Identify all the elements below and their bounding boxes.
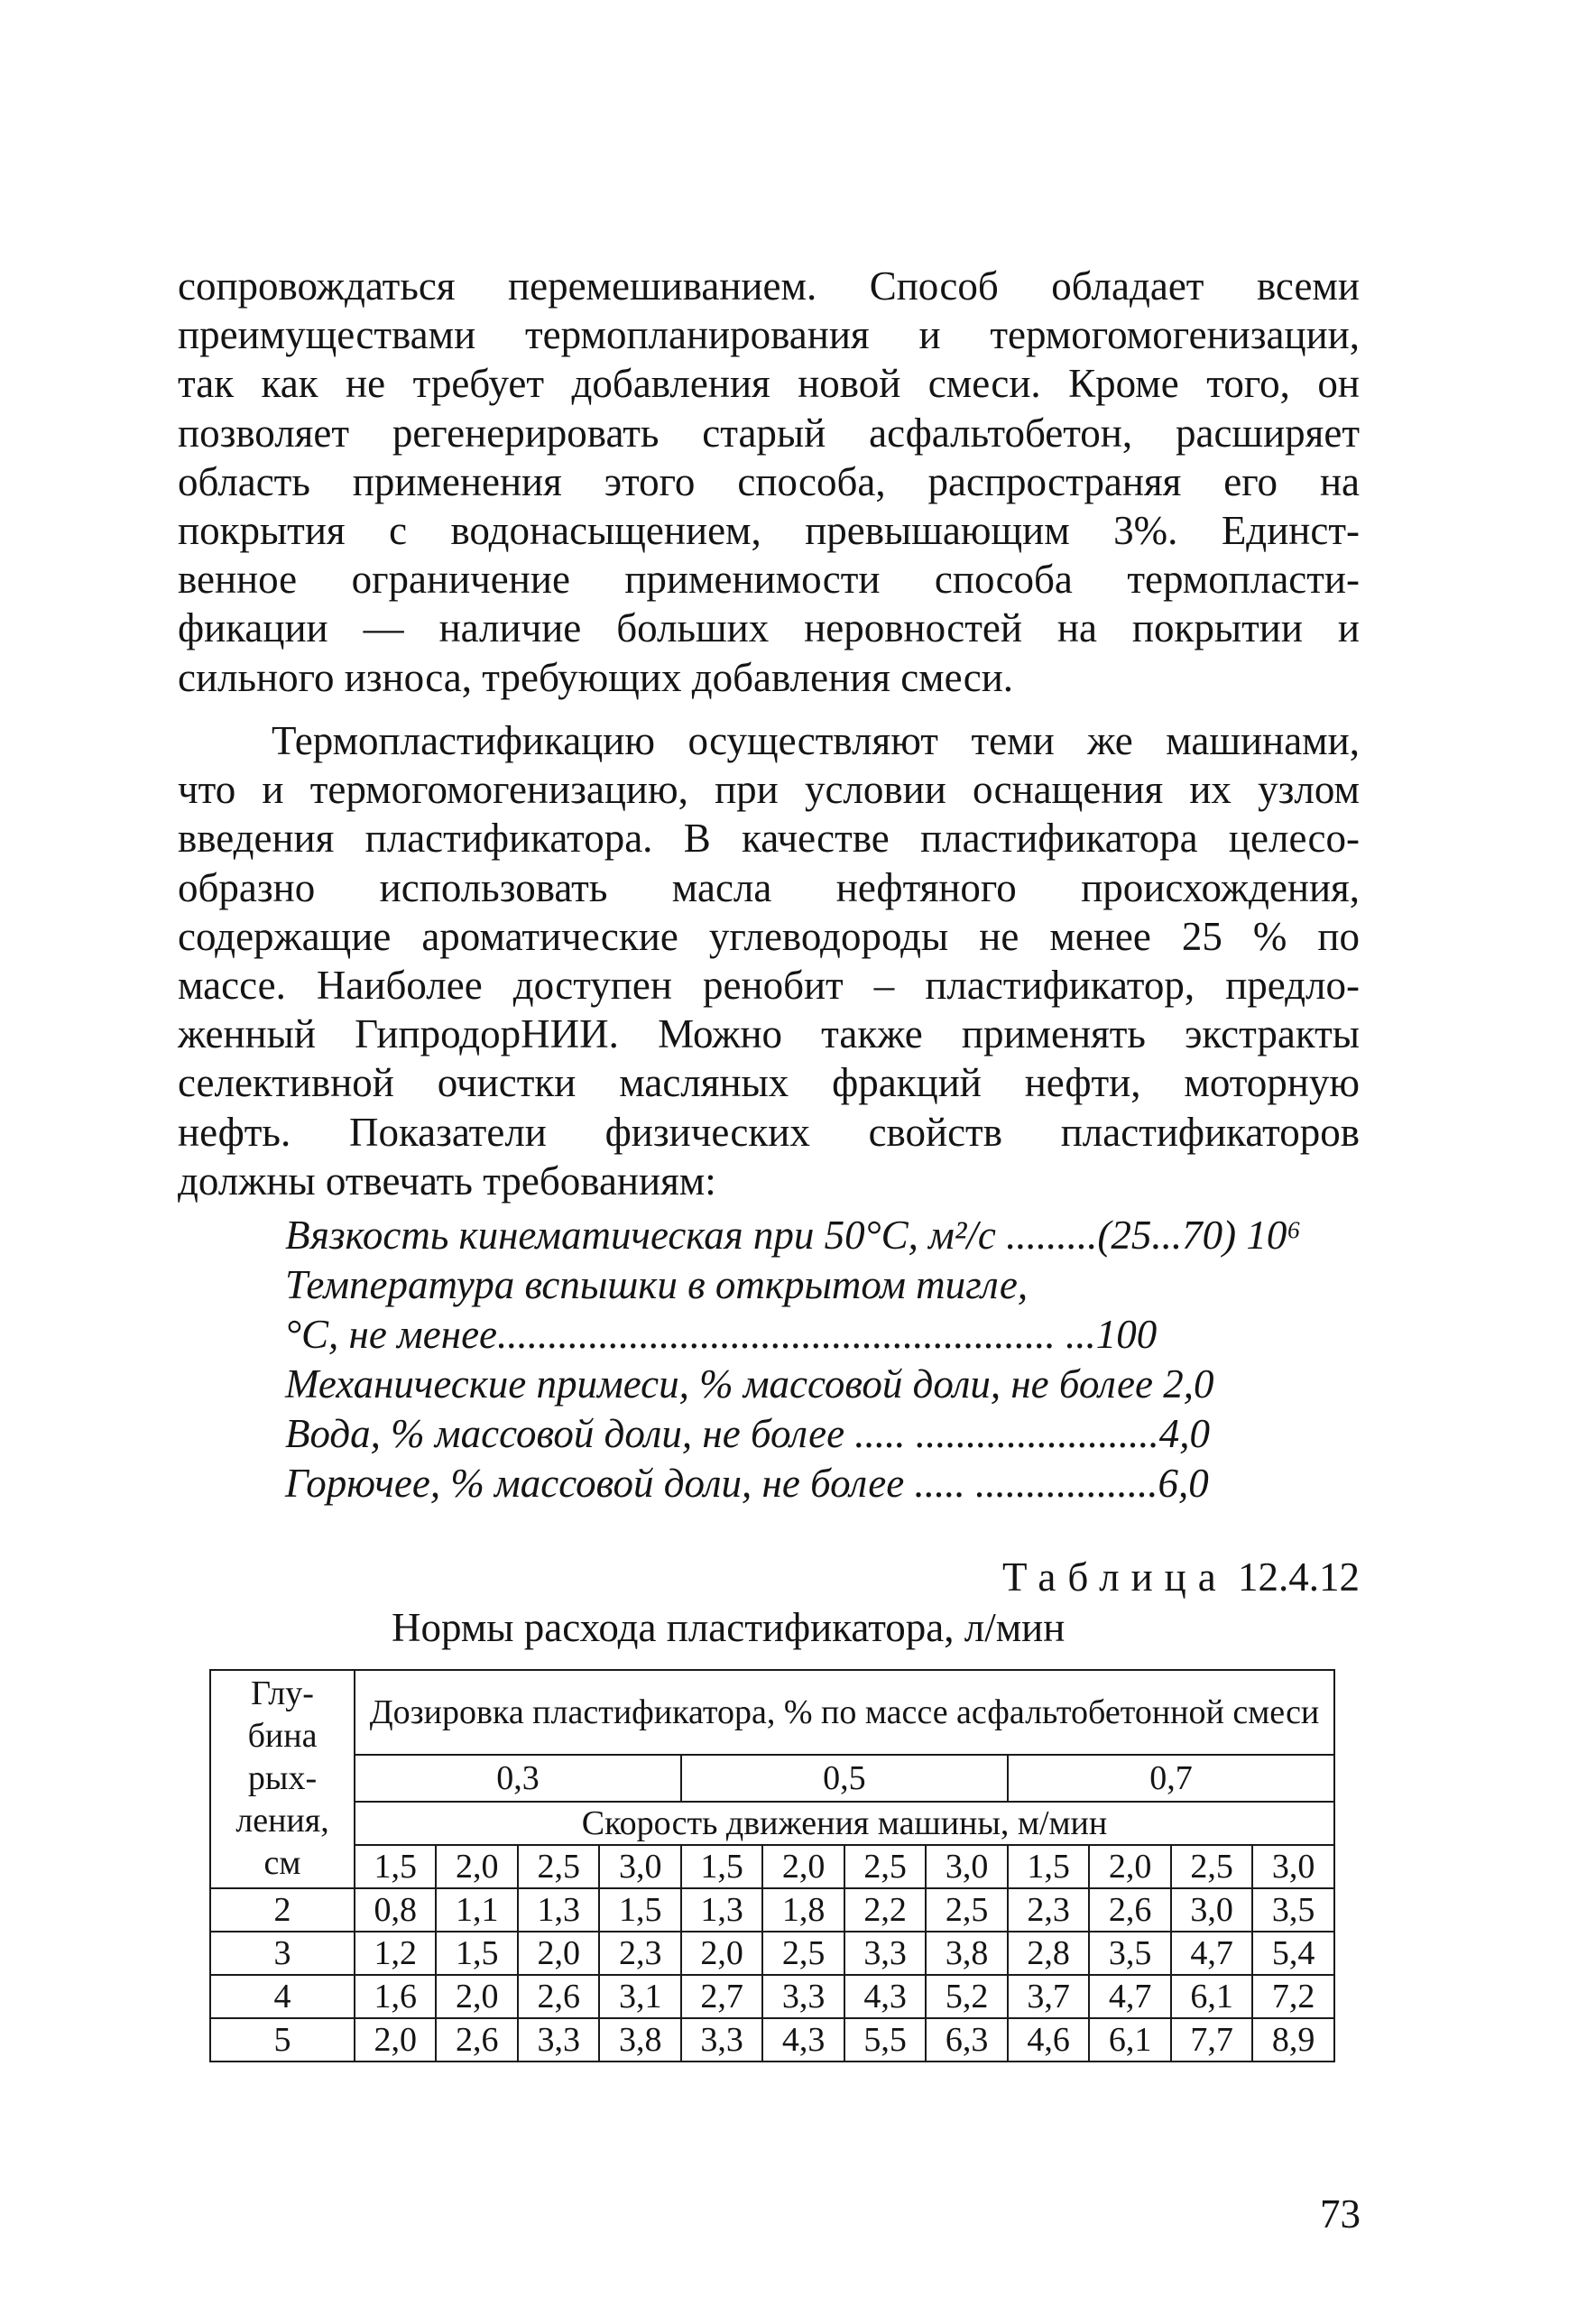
text-line: селективной очистки масляных фракций нефти, моторную (178, 1060, 1360, 1106)
depth-cell: 5 (210, 2018, 355, 2062)
plasticizer-norms-table (209, 1669, 1335, 2062)
text-line: сильного износа, требующих добавления смеси. (178, 654, 1014, 700)
speed-cell: 3,0 (926, 1845, 1007, 1888)
spec-flash-point-value: °С, не менее....................................................... ...100 (285, 1312, 1158, 1357)
spec-water: Вода, % массовой доли, не более ..... ........................4,0 (285, 1411, 1211, 1456)
value-cell: 4,3 (762, 2018, 844, 2062)
text-line: женный ГипродорНИИ. Можно также применять экстракты (178, 1011, 1360, 1057)
value-cell: 2,0 (355, 2018, 436, 2062)
value-cell: 3,8 (599, 2018, 680, 2062)
spec-viscosity: Вязкость кинематическая при 50°С, м²/с .........(25...70) 10⁶ (285, 1213, 1301, 1258)
speed-cell: 1,5 (681, 1845, 762, 1888)
value-cell: 1,5 (436, 1932, 517, 1975)
value-cell: 2,6 (436, 2018, 517, 2062)
speed-cell: 1,5 (355, 1845, 436, 1888)
spec-fuel: Горючее, % массовой доли, не более ..... ..................6,0 (285, 1461, 1209, 1506)
plasticizer-requirements (285, 1211, 1301, 1508)
depth-header: Глу- бина рых- ления, см (210, 1670, 355, 1888)
table-row (210, 1932, 1334, 1975)
speed-cell: 2,0 (1089, 1845, 1170, 1888)
value-cell: 3,5 (1089, 1932, 1170, 1975)
speed-cell: 2,5 (844, 1845, 926, 1888)
value-cell: 1,3 (518, 1888, 599, 1932)
text-line: так как не требует добавления новой смеси. Кроме того, он (178, 361, 1360, 407)
value-cell: 2,0 (518, 1932, 599, 1975)
value-cell: 3,8 (926, 1932, 1007, 1975)
value-cell: 3,0 (1171, 1888, 1252, 1932)
table-label-number: 12.4.12 (1238, 1554, 1360, 1600)
value-cell: 4,7 (1171, 1932, 1252, 1975)
value-cell: 6,1 (1089, 2018, 1170, 2062)
table-label-word: Таблица (1002, 1554, 1228, 1600)
text-line: область применения этого способа, распространяя его на (178, 458, 1360, 504)
dosage-cell: 0,7 (1008, 1755, 1334, 1802)
speed-header: Скорость движения машины, м/мин (355, 1802, 1334, 1845)
speed-cell: 3,0 (1252, 1845, 1334, 1888)
value-cell: 2,6 (518, 1975, 599, 2018)
text-line: что и термогомогенизацию, при условии оснащения их узлом (178, 767, 1360, 813)
value-cell: 3,3 (844, 1932, 926, 1975)
value-cell: 3,3 (762, 1975, 844, 2018)
value-cell: 2,2 (844, 1888, 926, 1932)
speed-cell: 3,0 (599, 1845, 680, 1888)
value-cell: 5,4 (1252, 1932, 1334, 1975)
text-line: Термопластификацию осуществляют теми же машинами, (272, 718, 1360, 763)
page-number: 73 (1320, 2191, 1361, 2237)
value-cell: 2,6 (1089, 1888, 1170, 1932)
value-cell: 2,5 (926, 1888, 1007, 1932)
speed-cell: 2,0 (762, 1845, 844, 1888)
spec-flash-point: Температура вспышки в открытом тигле, (285, 1262, 1029, 1307)
value-cell: 0,8 (355, 1888, 436, 1932)
value-cell: 6,1 (1171, 1975, 1252, 2018)
text-line: введения пластификатора. В качестве пластификатора целесо- (178, 816, 1360, 862)
value-cell: 1,2 (355, 1932, 436, 1975)
speed-cell: 2,5 (1171, 1845, 1252, 1888)
table-label (1002, 1554, 1360, 1600)
value-cell: 2,3 (599, 1932, 680, 1975)
value-cell: 8,9 (1252, 2018, 1334, 2062)
value-cell: 5,5 (844, 2018, 926, 2062)
speed-cell: 2,5 (518, 1845, 599, 1888)
value-cell: 3,7 (1008, 1975, 1089, 2018)
table-row (210, 1975, 1334, 2018)
text-line: массе. Наиболее доступен ренобит – пластификатор, предло- (178, 963, 1360, 1009)
table-row (210, 2018, 1334, 2062)
value-cell: 1,1 (436, 1888, 517, 1932)
value-cell: 3,1 (599, 1975, 680, 2018)
value-cell: 4,7 (1089, 1975, 1170, 2018)
value-cell: 7,2 (1252, 1975, 1334, 2018)
speed-cell: 1,5 (1008, 1845, 1089, 1888)
text-line: должны отвечать требованиям: (178, 1158, 716, 1204)
value-cell: 1,3 (681, 1888, 762, 1932)
text-line: преимуществами термопланирования и термогомогенизации, (178, 312, 1360, 358)
depth-cell: 2 (210, 1888, 355, 1932)
value-cell: 1,8 (762, 1888, 844, 1932)
value-cell: 3,5 (1252, 1888, 1334, 1932)
text-line: позволяет регенерировать старый асфальтобетон, расширяет (178, 410, 1360, 456)
value-cell: 3,3 (518, 2018, 599, 2062)
value-cell: 2,0 (681, 1932, 762, 1975)
paragraph-thermoplastification (178, 716, 1360, 1205)
text-line: содержащие ароматические углеводороды не менее 25 % по (178, 913, 1360, 959)
value-cell: 6,3 (926, 2018, 1007, 2062)
value-cell: 2,5 (762, 1932, 844, 1975)
spec-impurities: Механические примеси, % массовой доли, не более 2,0 (285, 1361, 1214, 1407)
value-cell: 5,2 (926, 1975, 1007, 2018)
value-cell: 1,6 (355, 1975, 436, 2018)
value-cell: 2,8 (1008, 1932, 1089, 1975)
value-cell: 1,5 (599, 1888, 680, 1932)
table-title: Нормы расхода пластификатора, л/мин (392, 1605, 1066, 1650)
text-line: сопровождаться перемешиванием. Способ обладает всеми (178, 263, 1360, 309)
text-line: образно использовать масла нефтяного происхождения, (178, 864, 1360, 910)
dosage-cell: 0,3 (355, 1755, 681, 1802)
text-line: нефть. Показатели физических свойств пластификаторов (178, 1109, 1360, 1155)
paragraph-continuation (178, 262, 1360, 702)
dosage-header: Дозировка пластификатора, % по массе асфальтобетонной смеси (355, 1670, 1334, 1755)
value-cell: 7,7 (1171, 2018, 1252, 2062)
value-cell: 2,7 (681, 1975, 762, 2018)
text-line: покрытия с водонасыщением, превышающим 3%. Единст- (178, 508, 1360, 554)
speed-cell: 2,0 (436, 1845, 517, 1888)
depth-cell: 3 (210, 1932, 355, 1975)
value-cell: 4,3 (844, 1975, 926, 2018)
value-cell: 3,3 (681, 2018, 762, 2062)
value-cell: 2,3 (1008, 1888, 1089, 1932)
value-cell: 4,6 (1008, 2018, 1089, 2062)
depth-cell: 4 (210, 1975, 355, 2018)
text-line: венное ограничение применимости способа термопласти- (178, 557, 1360, 603)
text-line: фикации — наличие больших неровностей на покрытии и (178, 605, 1360, 651)
table-row (210, 1888, 1334, 1932)
dosage-cell: 0,5 (681, 1755, 1008, 1802)
value-cell: 2,0 (436, 1975, 517, 2018)
